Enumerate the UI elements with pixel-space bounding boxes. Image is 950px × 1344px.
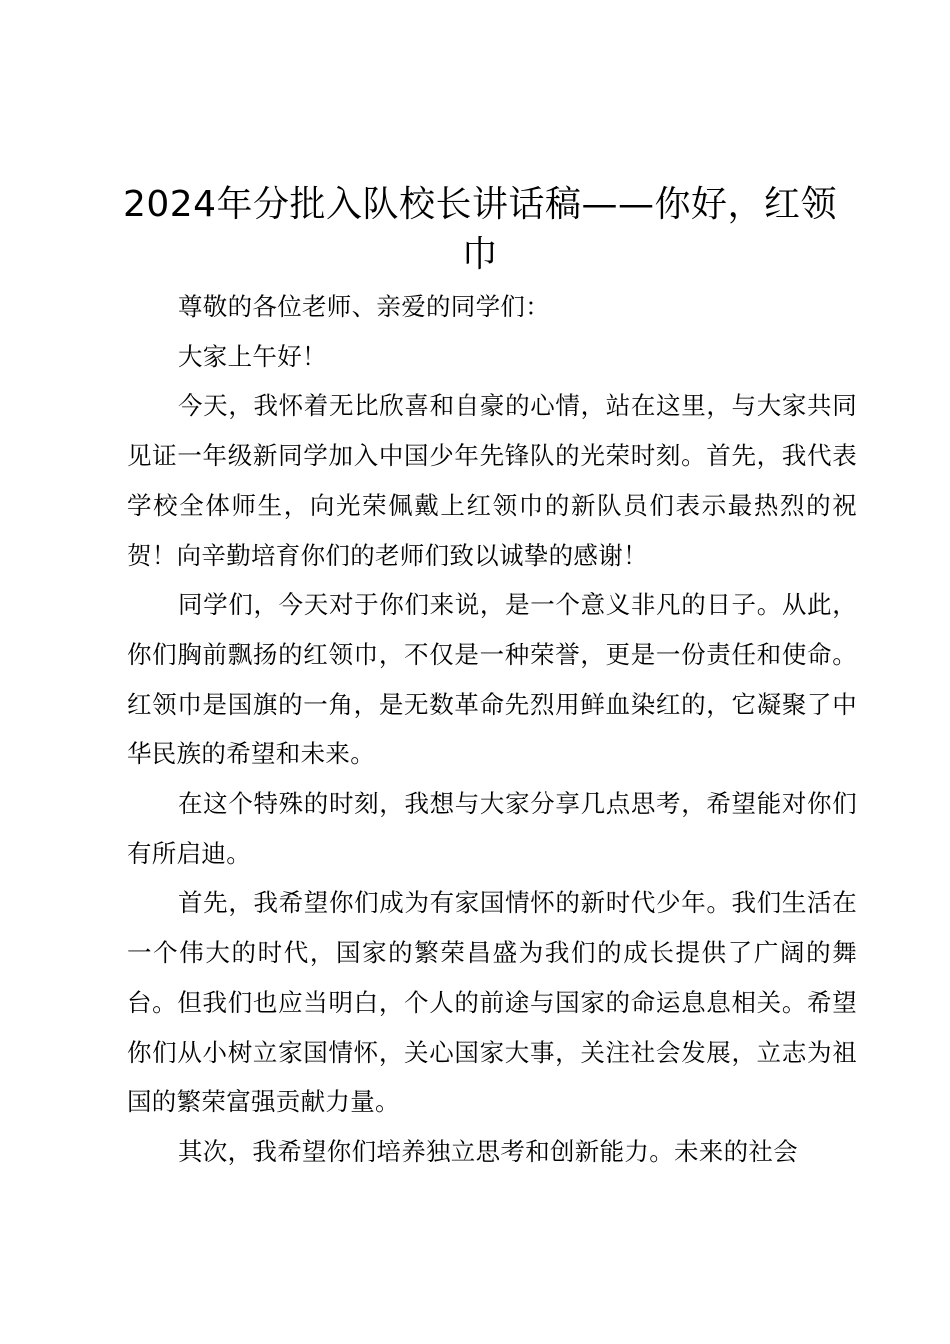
greeting: 大家上午好！	[178, 341, 327, 371]
body-paragraph: 同学们，今天对于你们来说，是一个意义非凡的日子。从此，你们胸前飘扬的红领巾，不仅是一种荣誉，更是一份责任和使命。红领巾是国旗的一角，是无数革命先烈用鲜血染红的，它凝聚了中华民族的希望和未来。	[127, 590, 857, 769]
salutation: 尊敬的各位老师、亲爱的同学们：	[178, 292, 550, 321]
body-paragraph: 今天，我怀着无比欣喜和自豪的心情，站在这里，与大家共同见证一年级新同学加入中国少年先锋队的光荣时刻。首先，我代表学校全体师生，向光荣佩戴上红领巾的新队员们表示最热烈的祝贺！向辛勤培育你们的老师们致以诚挚的感谢！	[127, 391, 857, 570]
body-paragraph: 在这个特殊的时刻，我想与大家分享几点思考，希望能对你们有所启迪。	[127, 789, 857, 868]
body-paragraph: 首先，我希望你们成为有家国情怀的新时代少年。我们生活在一个伟大的时代，国家的繁荣昌盛为我们的成长提供了广阔的舞台。但我们也应当明白，个人的前途与国家的命运息息相关。希望你们从小树立家国情怀，关心国家大事，关注社会发展，立志为祖国的繁荣富强贡献力量。	[127, 888, 857, 1117]
body-paragraph: 其次，我希望你们培养独立思考和创新能力。未来的社会	[178, 1136, 798, 1166]
document-title: 2024年分批入队校长讲话稿——你好，红领巾	[122, 184, 838, 275]
document-body	[127, 282, 857, 1177]
